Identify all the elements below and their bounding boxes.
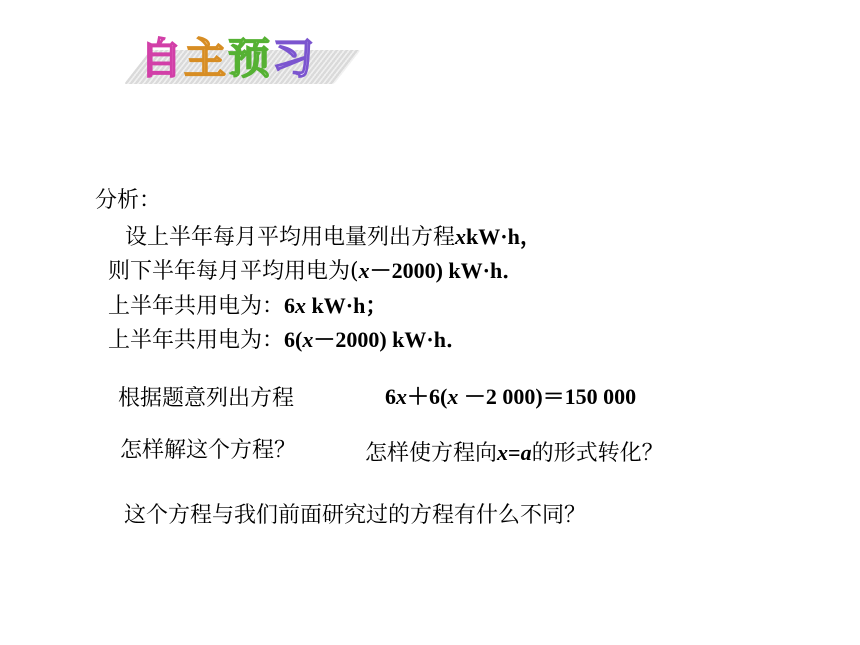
question-1: 怎样解这个方程？ [120, 438, 297, 463]
title-char-4: 习 [272, 34, 317, 83]
analysis-line-4 [108, 326, 468, 355]
line3-coef: 6 [284, 293, 296, 318]
analysis-line-3 [108, 292, 387, 321]
title-char-3: 预 [228, 34, 273, 83]
analysis-line-2 [108, 257, 524, 286]
line3-var: x [295, 293, 307, 318]
line1-text: 设上半年每月平均用电量列出方程 [125, 225, 456, 250]
line3-text: 上半年共用电为： [108, 294, 285, 319]
line1-var: x [455, 224, 467, 249]
line1-unit: kW·h， [466, 224, 542, 249]
question-2 [365, 439, 664, 468]
line2-text: 则下半年每月平均用电为( [108, 259, 359, 284]
q2-eq: = [508, 440, 521, 465]
equation [385, 383, 636, 411]
line4-var: x [302, 327, 314, 352]
equation-var1: x [396, 384, 407, 409]
title-text [140, 26, 316, 86]
line4-expr: －2000) kW·h． [313, 327, 468, 352]
title-char-1: 自 [140, 34, 185, 83]
analysis-heading: 分析： [95, 188, 162, 213]
q2-x: x [497, 440, 509, 465]
q2-a: a [520, 440, 532, 465]
line2-expr: －2000) kW·h． [369, 258, 525, 283]
equation-label: 根据题意列出方程 [118, 386, 295, 411]
line4-text: 上半年共用电为： [108, 328, 285, 353]
equation-coef1: 6 [385, 384, 396, 409]
question-3: 这个方程与我们前面研究过的方程有什么不同？ [124, 503, 587, 528]
title-char-2: 主 [184, 34, 229, 83]
line4-coef: 6( [284, 327, 303, 352]
line2-var: x [358, 258, 370, 283]
equation-var2: x [447, 384, 459, 409]
equation-mid: ＋6( [407, 384, 448, 409]
q2-suffix: 的形式转化？ [531, 441, 664, 466]
equation-rest: －2 000)＝150 000 [458, 384, 637, 409]
q2-prefix: 怎样使方程向 [365, 441, 498, 466]
line3-unit: kW·h； [306, 293, 388, 318]
section-title [118, 22, 348, 100]
analysis-line-1 [125, 223, 542, 252]
